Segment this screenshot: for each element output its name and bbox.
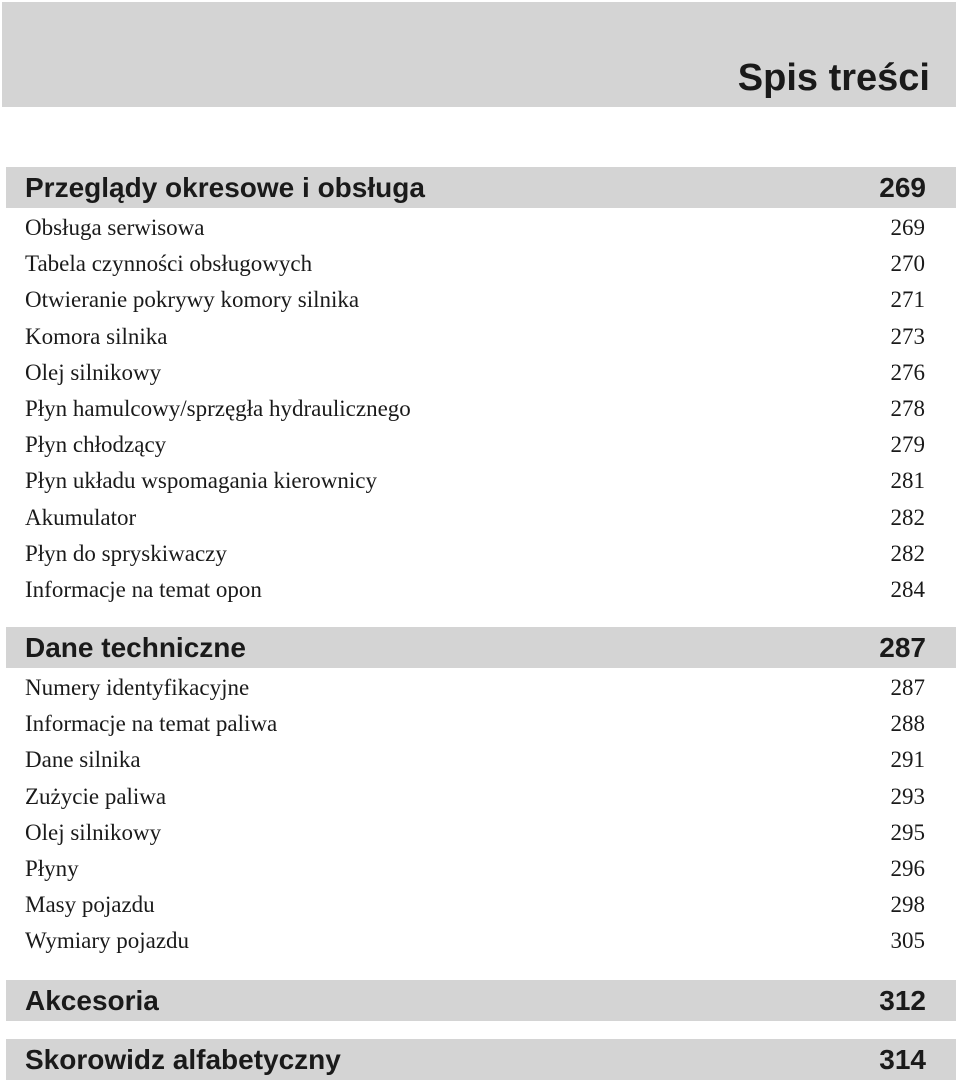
section-title: Dane techniczne (25, 632, 246, 663)
section-header-przeglady[interactable] (6, 167, 956, 208)
entry-page-number: 284 (890, 576, 925, 602)
toc-entry[interactable] (25, 427, 925, 463)
section-page-number: 314 (879, 1044, 926, 1075)
toc-entry[interactable] (25, 210, 925, 246)
entry-label: Płyny (25, 855, 79, 881)
toc-entry[interactable] (25, 500, 925, 536)
entry-page-number: 305 (890, 928, 925, 954)
section-header-skorowidz[interactable] (6, 1039, 956, 1080)
toc-entry[interactable] (25, 779, 925, 815)
entry-page-number: 269 (890, 215, 925, 240)
entry-page-number: 271 (890, 287, 925, 313)
toc-entry[interactable] (25, 355, 925, 391)
entry-label: Komora silnika (25, 323, 168, 349)
entry-page-number: 282 (890, 504, 925, 530)
toc-entry[interactable] (25, 706, 925, 742)
toc-entry[interactable] (25, 572, 925, 608)
toc-entry[interactable] (25, 670, 925, 706)
section-header-akcesoria[interactable] (6, 980, 956, 1021)
entry-page-number: 273 (890, 323, 925, 349)
entry-label: Zużycie paliwa (25, 783, 167, 809)
entry-label: Otwieranie pokrywy komory silnika (25, 287, 360, 313)
toc-entry[interactable] (25, 319, 925, 355)
section-page-number: 287 (879, 632, 926, 663)
entry-page-number: 288 (890, 711, 925, 737)
page-title: Spis treści (737, 57, 930, 99)
entry-page-number: 298 (890, 892, 925, 918)
section-page-number: 312 (879, 985, 926, 1016)
entry-label: Płyn do spryskiwaczy (25, 540, 227, 566)
entry-label: Dane silnika (25, 747, 141, 773)
entry-page-number: 293 (890, 783, 925, 809)
toc-entry[interactable] (25, 851, 925, 887)
entry-label: Wymiary pojazdu (25, 928, 190, 954)
entry-page-number: 278 (890, 395, 925, 421)
section-page-number: 269 (879, 172, 926, 203)
entry-page-number: 282 (890, 540, 925, 566)
section-entries-przeglady (25, 210, 925, 608)
entry-label: Numery identyfikacyjne (25, 675, 250, 700)
entry-page-number: 281 (890, 468, 925, 494)
entry-label: Olej silnikowy (25, 819, 162, 845)
title-bar (2, 2, 956, 107)
section-title: Akcesoria (25, 985, 159, 1016)
entry-page-number: 276 (890, 359, 925, 385)
section-title: Przeglądy okresowe i obsługa (25, 172, 425, 203)
entry-label: Płyn chłodzący (25, 432, 167, 458)
section-header-dane-techniczne[interactable] (6, 627, 956, 668)
entry-label: Masy pojazdu (25, 892, 155, 918)
toc-entry[interactable] (25, 463, 925, 499)
entry-page-number: 296 (890, 855, 925, 881)
toc-entry[interactable] (25, 742, 925, 778)
entry-label: Informacje na temat paliwa (25, 711, 278, 737)
entry-page-number: 295 (890, 819, 925, 845)
toc-entry[interactable] (25, 282, 925, 318)
entry-label: Płyn hamulcowy/sprzęgła hydraulicznego (25, 395, 411, 421)
entry-page-number: 291 (890, 747, 925, 773)
entry-label: Płyn układu wspomagania kierownicy (25, 468, 377, 494)
section-title: Skorowidz alfabetyczny (25, 1044, 341, 1075)
toc-entry[interactable] (25, 246, 925, 282)
entry-label: Obsługa serwisowa (25, 215, 205, 240)
toc-entry[interactable] (25, 887, 925, 923)
toc-entry[interactable] (25, 536, 925, 572)
toc-entry[interactable] (25, 815, 925, 851)
entry-label: Akumulator (25, 504, 137, 530)
entry-label: Olej silnikowy (25, 359, 162, 385)
entry-label: Informacje na temat opon (25, 576, 262, 602)
toc-entry[interactable] (25, 923, 925, 959)
entry-page-number: 270 (890, 251, 925, 277)
entry-page-number: 279 (890, 432, 925, 458)
entry-page-number: 287 (890, 675, 925, 700)
entry-label: Tabela czynności obsługowych (25, 251, 313, 277)
section-entries-dane-techniczne (25, 670, 925, 960)
toc-entry[interactable] (25, 391, 925, 427)
